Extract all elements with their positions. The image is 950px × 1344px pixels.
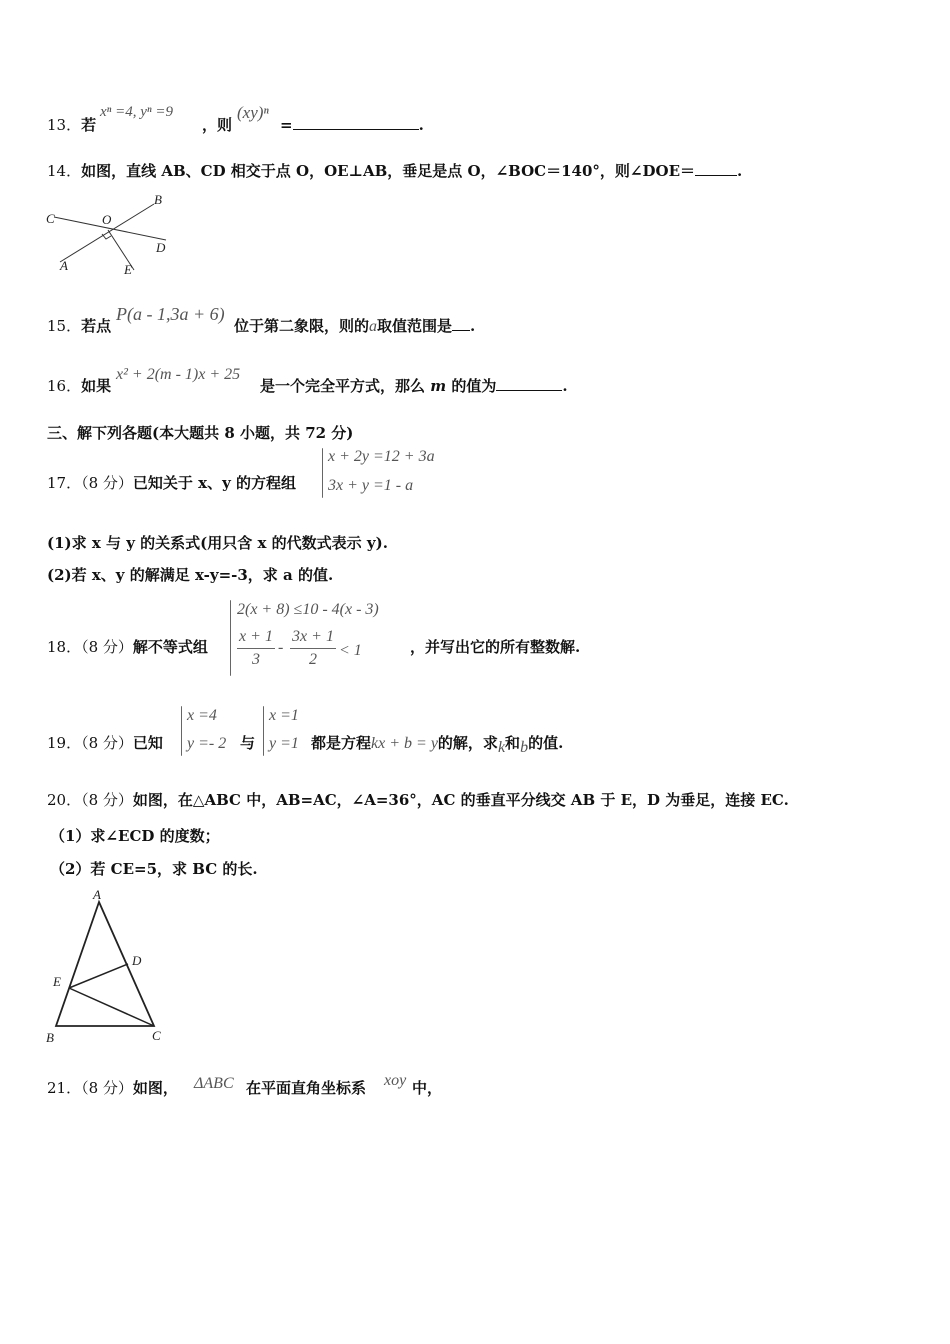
q15-end: . (470, 317, 476, 335)
q20-sub1: （1）求∠ECD 的度数； (50, 827, 220, 845)
question-17 (47, 473, 296, 493)
q17-text: 已知关于 x、y 的方程组 (132, 474, 297, 492)
label-d: D (132, 953, 142, 968)
q16-expression: x² + 2(m - 1)x + 25 (116, 366, 241, 383)
q13-end: . (418, 116, 424, 134)
question-14 (47, 161, 742, 181)
q15-answer-blank[interactable] (452, 316, 470, 331)
q15-mid: 位于第二象限，则的 (234, 317, 370, 335)
q18-text: 解不等式组 (132, 638, 208, 656)
question-18 (47, 637, 208, 657)
q19-post3: 的值. (528, 734, 564, 752)
q16-var: m (430, 377, 447, 395)
q14-end: . (737, 162, 743, 180)
q18-f2-numerator: 3x + 1 (292, 628, 334, 645)
q15-prefix: 若点 (81, 317, 112, 335)
q18-post: ，并写出它的所有整数解. (410, 638, 581, 656)
q19-post2: 的解，求 (437, 734, 498, 752)
q14-figure (46, 192, 168, 276)
q16-rest (260, 376, 568, 396)
q21-number: 21． (47, 1079, 82, 1097)
q15-point: P(a - 1,3a + 6) (116, 304, 225, 324)
q20-text: 如图，在△ABC 中，AB=AC，∠A=36°，AC 的垂直平分线交 AB 于 E，D 为垂足，连接 EC. (132, 791, 789, 809)
q19-prefix: 已知 (132, 734, 163, 752)
question-15 (47, 316, 111, 336)
question-20 (47, 790, 789, 810)
q13-rest (202, 115, 232, 135)
q17-eq1: x + 2y =12 + 3a (328, 448, 435, 465)
q18-brace (230, 600, 231, 676)
segment-ec (69, 988, 154, 1026)
q18-less-than: < 1 (339, 642, 362, 659)
label-b: B (154, 192, 162, 207)
q16-answer-blank[interactable] (496, 376, 562, 391)
q13-expression: (xy)ⁿ (237, 103, 269, 122)
q21-prefix: 如图， (132, 1079, 178, 1097)
q15-rest (234, 316, 475, 337)
q19-score: （8 分） (81, 734, 133, 752)
q16-prefix: 如果 (81, 377, 112, 395)
q19-b: b (520, 739, 529, 756)
label-b: B (46, 1030, 54, 1045)
q20-sub2: （2）若 CE=5，求 BC 的长. (50, 860, 258, 878)
label-c: C (152, 1028, 161, 1043)
q19-and: 和 (505, 734, 521, 752)
q19-sys2-b: y =1 (269, 735, 299, 752)
q16-post: 的值为 (451, 377, 497, 395)
question-19 (47, 733, 163, 753)
q17-number: 17． (47, 474, 82, 492)
q17-sub2: (2)若 x、y 的解满足 x-y=-3，求 a 的值. (47, 566, 334, 584)
q19-post1: 都是方程 (311, 734, 372, 752)
question-21 (47, 1078, 178, 1098)
q21-triangle: ΔABC (194, 1075, 234, 1092)
label-a: A (60, 258, 68, 273)
q19-sys2-a: x =1 (269, 707, 299, 724)
q19-number: 19． (47, 734, 82, 752)
q21-coordinate-system: xoy (384, 1072, 407, 1089)
q13-equals: = (280, 116, 293, 134)
q18-number: 18． (47, 638, 82, 656)
label-o: O (102, 212, 112, 227)
q13-prefix: 若 (81, 116, 97, 134)
q21-rest (246, 1078, 366, 1098)
q13-answer-blank[interactable] (293, 115, 419, 130)
label-a: A (93, 887, 101, 902)
q21-mid: 在平面直角坐标系 (246, 1079, 367, 1097)
question-16 (47, 376, 111, 396)
q20-score: （8 分） (81, 791, 133, 809)
q15-var: a (369, 318, 378, 335)
q18-fraction-2 (290, 628, 336, 669)
q18-score: （8 分） (81, 638, 133, 656)
q18-fraction-1 (237, 628, 275, 669)
q15-post: 取值范围是 (377, 317, 453, 335)
q19-brace-2 (263, 706, 264, 756)
label-e: E (53, 974, 61, 989)
q17-sub1: (1)求 x 与 y 的关系式(用只含 x 的代数式表示 y). (47, 534, 388, 552)
q21-post: 中， (412, 1079, 443, 1097)
q14-answer-blank[interactable] (695, 161, 737, 176)
q18-f1-numerator: x + 1 (239, 628, 273, 645)
q13-formula: xⁿ =4, yⁿ =9 (100, 104, 174, 120)
segment-ed (69, 964, 128, 988)
q16-number: 16． (47, 377, 82, 395)
q19-equation: kx + b = y (371, 735, 438, 752)
q20-figure (44, 886, 168, 1048)
q19-rest (311, 733, 563, 754)
q18-f1-denominator: 3 (252, 651, 260, 668)
q13-answer (280, 115, 424, 135)
q18-inequality-1: 2(x + 8) ≤10 - 4(x - 3) (237, 601, 379, 618)
label-e: E (124, 262, 132, 276)
q16-end: . (562, 377, 568, 395)
label-d: D (156, 240, 166, 255)
q14-text: 如图，直线 AB、CD 相交于点 O，OE⊥AB，垂足是点 O，∠BOC＝140°，则∠DOE＝ (81, 162, 696, 180)
q17-brace (322, 448, 323, 498)
q17-eq2: 3x + y =1 - a (328, 477, 414, 494)
q18-minus: - (278, 639, 284, 656)
q13-number: 13． (47, 116, 82, 134)
q18-f2-denominator: 2 (309, 651, 317, 668)
q21-score: （8 分） (81, 1079, 133, 1097)
label-c: C (46, 211, 55, 226)
q16-mid: 是一个完全平方式，那么 (260, 377, 426, 395)
q13-mid: ，则 (202, 116, 233, 134)
q19-k: k (497, 739, 506, 756)
q15-number: 15． (47, 317, 82, 335)
q20-number: 20． (47, 791, 82, 809)
q19-brace-1 (181, 706, 182, 756)
q19-sys1-a: x =4 (187, 707, 217, 724)
section-3-title: 三、解下列各题(本大题共 8 小题，共 72 分) (47, 424, 354, 442)
q14-number: 14． (47, 162, 82, 180)
q19-sys1-b: y =- 2 (187, 735, 227, 752)
q17-score: （8 分） (81, 474, 133, 492)
q19-mid: 与 (240, 734, 256, 752)
question-13 (47, 115, 96, 135)
